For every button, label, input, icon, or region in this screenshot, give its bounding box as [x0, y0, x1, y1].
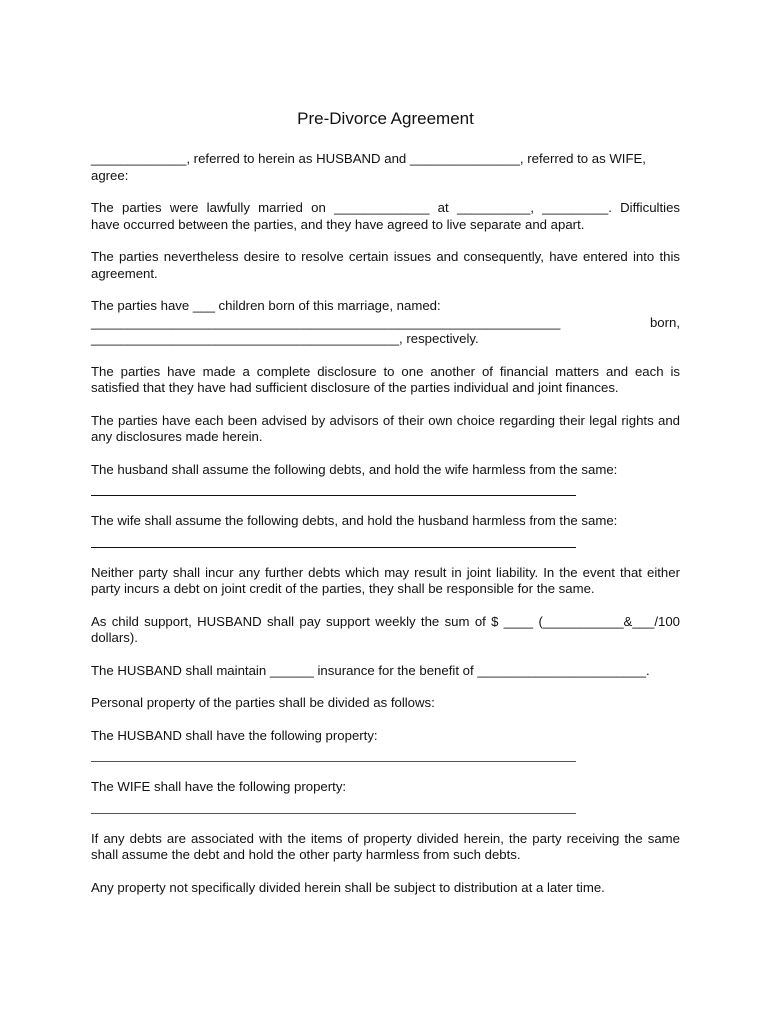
husband-debts-blank-line: [91, 495, 576, 496]
insurance-paragraph: The HUSBAND shall maintain ______ insurance for the benefit of _______________________.: [91, 662, 650, 678]
husband-property-paragraph: The HUSBAND shall have the following property:: [91, 727, 378, 743]
undivided-property-paragraph: Any property not specifically divided herein shall be subject to distribution at a later time.: [91, 879, 605, 895]
child-support-line-1: As child support, HUSBAND shall pay support weekly the sum of $ ____ (___________&___/100: [91, 613, 680, 629]
child-support-line-2: dollars).: [91, 630, 138, 645]
document-title: Pre-Divorce Agreement: [297, 109, 474, 128]
children-line-3: __________________________________________, respectively.: [91, 331, 479, 346]
parties-paragraph: [91, 151, 680, 184]
children-line-1: The parties have ___ children born of this marriage, named:: [91, 298, 441, 313]
disclosure-paragraph: The parties have made a complete disclosure to one another of financial matters and each is satisfied that they have had sufficient disclosure of the parties individual and joint finances.: [91, 363, 680, 395]
associated-debts-paragraph: If any debts are associated with the items of property divided herein, the party receiving the same shall assume the debt and hold the other party harmless from such debts.: [91, 830, 680, 862]
marriage-line-1: The parties were lawfully married on _____________ at __________, _________. Difficulties: [91, 200, 680, 215]
parties-line-2: agree:: [91, 167, 129, 183]
parties-line-1: _____________, referred to herein as HUSBAND and _______________, referred to as WIFE,: [91, 151, 646, 166]
advisors-paragraph: The parties have each been advised by advisors of their own choice regarding their legal rights and any disclosures made herein.: [91, 412, 680, 444]
children-paragraph: [91, 298, 680, 348]
intent-paragraph: The parties nevertheless desire to resolve certain issues and consequently, have entered into this agreement.: [91, 249, 680, 281]
wife-property-paragraph: The WIFE shall have the following property:: [91, 779, 347, 794]
wife-debts-blank-line: [91, 547, 576, 548]
marriage-paragraph: [91, 200, 680, 233]
wife-property-blank-line: [91, 813, 576, 814]
marriage-line-2: have occurred between the parties, and they have agreed to live separate and apart.: [91, 216, 585, 232]
child-support-paragraph: [91, 614, 680, 647]
joint-liability-paragraph: Neither party shall incur any further debts which may result in joint liability. In the event that either party incurs a debt on joint credit of the parties, they shall be responsible for the same.: [91, 564, 680, 596]
husband-debts-paragraph: The husband shall assume the following debts, and hold the wife harmless from the same:: [91, 461, 618, 477]
document-page: [91, 108, 680, 912]
children-names-blank: ________________________________________________________________: [91, 314, 561, 330]
property-division-paragraph: Personal property of the parties shall be divided as follows:: [91, 695, 435, 710]
children-line-2: [91, 315, 680, 332]
husband-property-blank-line: [91, 761, 576, 762]
wife-debts-paragraph: The wife shall assume the following debts, and hold the husband harmless from the same:: [91, 513, 618, 528]
children-born-label: born,: [649, 314, 680, 330]
